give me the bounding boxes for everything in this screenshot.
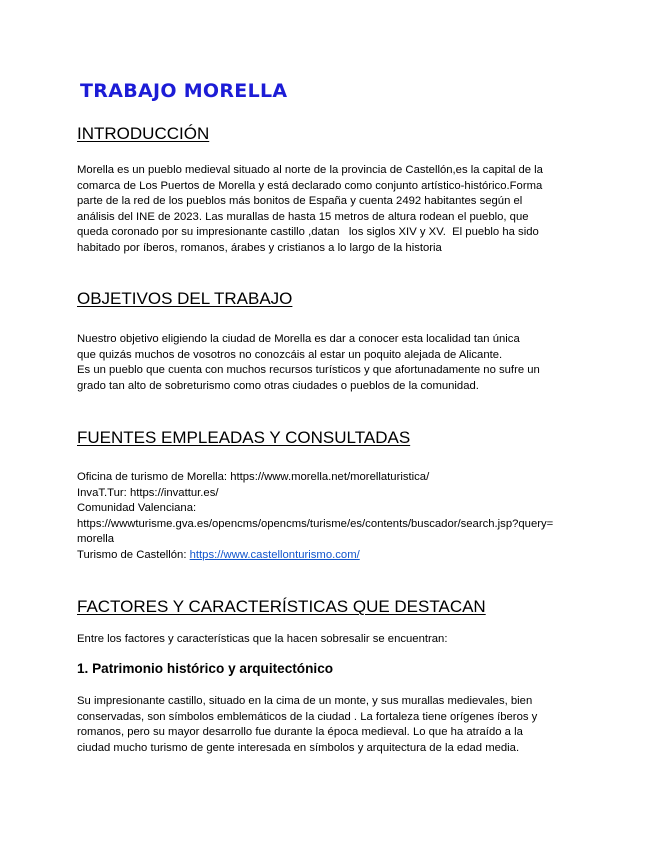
objectives-heading: OBJETIVOS DEL TRABAJO xyxy=(77,289,293,308)
objectives-line: que quizás muchos de vosotros no conozcáis al estar un poquito alejada de Alicante. xyxy=(77,348,503,361)
source-comunidad-label: Comunidad Valenciana: xyxy=(77,502,197,515)
document-title: TRABAJO MORELLA xyxy=(80,80,288,102)
patrimonio-line: Su impresionante castillo, situado en la cima de un monte, y sus murallas medievales, bien xyxy=(77,695,533,707)
patrimonio-subheading: 1. Patrimonio histórico y arquitectónico xyxy=(77,661,334,676)
sources-heading: FUENTES EMPLEADAS Y CONSULTADAS xyxy=(77,428,411,447)
intro-paragraph xyxy=(77,163,577,257)
intro-line: comarca de Los Puertos de Morella y está declarado como conjunto artístico-histórico.Forma xyxy=(77,179,543,192)
patrimonio-paragraph xyxy=(77,694,577,756)
sources-list xyxy=(77,470,597,564)
factors-intro xyxy=(77,632,577,648)
intro-heading: INTRODUCCIÓN xyxy=(77,124,210,143)
intro-line: Morella es un pueblo medieval situado al norte de la provincia de Castellón,es la capital de la xyxy=(77,164,543,176)
castellon-turismo-link[interactable]: https://www.castellonturismo.com/ xyxy=(189,548,360,561)
intro-line: queda coronado por su impresionante castillo ,datan los siglos XIV y XV. El pueblo ha sido xyxy=(77,226,539,239)
objectives-line: Es un pueblo que cuenta con muchos recursos turísticos y que afortunadamente no sufre un xyxy=(77,364,540,377)
source-comunidad-url-cont: morella xyxy=(77,533,115,546)
intro-line: análisis del INE de 2023. Las murallas de hasta 15 metros de altura rodean el pueblo, que xyxy=(77,210,529,223)
objectives-line: grado tan alto de sobreturismo como otras ciudades o pueblos de la comunidad. xyxy=(77,379,479,392)
factors-intro-text: Entre los factores y características que la hacen sobresalir se encuentran: xyxy=(77,633,448,645)
factors-heading: FACTORES Y CARACTERÍSTICAS QUE DESTACAN xyxy=(77,597,486,616)
intro-line: parte de la red de los pueblos más bonitos de España y cuenta 2492 habitantes según el xyxy=(77,195,523,208)
source-morella: Oficina de turismo de Morella: https://www.morella.net/morellaturistica/ xyxy=(77,471,430,483)
objectives-paragraph xyxy=(77,332,577,394)
patrimonio-line: ciudad mucho turismo de gente interesada en símbolos y arquitectura de la edad media. xyxy=(77,741,520,754)
source-comunidad-url: https://wwwturisme.gva.es/opencms/opencms/turisme/es/contents/buscador/search.jsp?query= xyxy=(77,517,554,530)
source-castellon-label: Turismo de Castellón: xyxy=(77,548,187,561)
source-castellon xyxy=(77,548,597,564)
objectives-line: Nuestro objetivo eligiendo la ciudad de Morella es dar a conocer esta localidad tan única xyxy=(77,333,520,345)
intro-line: habitado por íberos, romanos, árabes y cristianos a lo largo de la historia xyxy=(77,241,442,254)
patrimonio-line: conservadas, son símbolos emblemáticos de la ciudad . La fortaleza tiene orígenes íberos y xyxy=(77,710,538,723)
patrimonio-line: romanos, pero su mayor desarrollo fue durante la época medieval. Lo que ha atraído a la xyxy=(77,726,523,739)
source-invattur: InvaT.Tur: https://invattur.es/ xyxy=(77,486,219,499)
